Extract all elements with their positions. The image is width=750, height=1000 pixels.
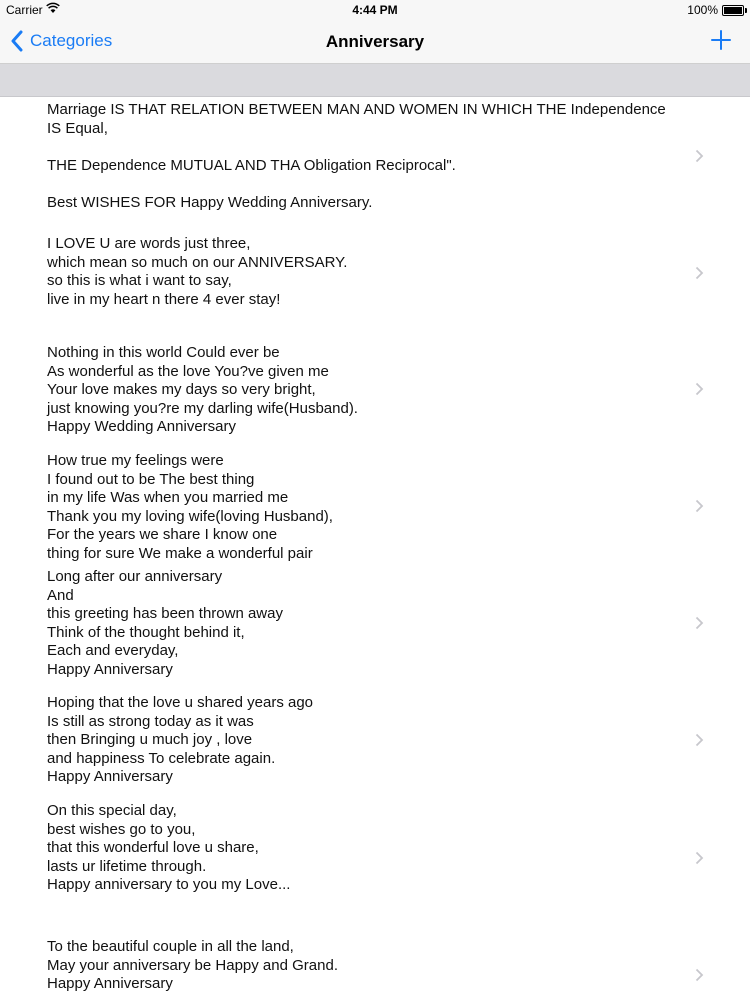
list-item[interactable]: [0, 916, 750, 1000]
back-button-label: Categories: [30, 31, 113, 50]
add-icon[interactable]: [710, 29, 732, 51]
battery-icon: [722, 5, 744, 16]
battery-percent: 100%: [687, 3, 718, 17]
navigation-bar: [0, 20, 750, 64]
page-title: Anniversary: [325, 32, 425, 51]
message-text: Hoping that the love u shared years ago Is still as strong today as it was then Bringing u much joy , love and happiness To celebrate again. Happy Anniversary: [47, 694, 314, 786]
section-header: [0, 64, 750, 97]
chevron-right-icon: [695, 968, 704, 982]
list-item[interactable]: [0, 682, 750, 799]
message-text: To the beautiful couple in all the land, May your anniversary be Happy and Grand. Happy Anniversary: [47, 938, 338, 993]
carrier-label: Carrier: [6, 3, 43, 17]
chevron-right-icon: [695, 499, 704, 513]
message-text: How true my feelings were I found out to be The best thing in my life Was when you married me Thank you my loving wife(loving Husband), For the years we share I know one thing for sure We make a wonderful pair: [47, 452, 333, 562]
list-item[interactable]: [0, 97, 750, 214]
chevron-right-icon: [695, 733, 704, 747]
message-list: [0, 97, 750, 1000]
chevron-right-icon: [695, 266, 704, 280]
chevron-right-icon: [695, 851, 704, 865]
chevron-right-icon: [695, 149, 704, 163]
message-text: Long after our anniversary And this greeting has been thrown away Think of the thought behind it, Each and everyday, Happy Anniversary: [47, 568, 283, 678]
message-text: On this special day, best wishes go to you, that this wonderful love u share, lasts ur lifetime through. Happy anniversary to you my Love...: [47, 802, 291, 894]
list-item[interactable]: [0, 799, 750, 916]
message-text: Nothing in this world Could ever be As wonderful as the love You?ve given me Your love makes my days so very bright, just knowing you?re my darling wife(Husband). Happy Wedding Anniversary: [47, 344, 358, 436]
message-text: I LOVE U are words just three, which mean so much on our ANNIVERSARY. so this is what i want to say, live in my heart n there 4 ever stay!: [47, 235, 348, 308]
chevron-right-icon: [695, 616, 704, 630]
list-item[interactable]: [0, 214, 750, 331]
status-time: 4:44 PM: [352, 3, 398, 17]
list-item[interactable]: [0, 331, 750, 448]
status-bar: [0, 0, 750, 20]
chevron-right-icon: [695, 382, 704, 396]
list-item[interactable]: [0, 448, 750, 565]
message-text: Marriage IS THAT RELATION BETWEEN MAN AND WOMEN IN WHICH THE Independence IS Equal, THE Dependence MUTUAL AND THA Obligation Reciprocal". Best WISHES FOR Happy Wedding Anniversary.: [47, 101, 666, 211]
list-item[interactable]: [0, 565, 750, 682]
